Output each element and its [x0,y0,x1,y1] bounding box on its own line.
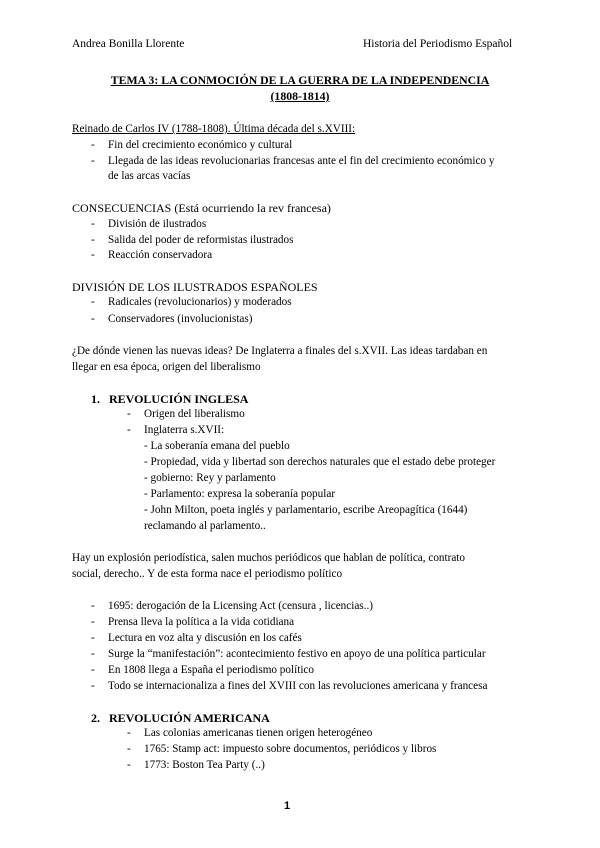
list-dash: - [91,234,95,246]
list-item: Salida del poder de reformistas ilustrados [108,234,294,246]
list-item: Fin del crecimiento económico y cultural [108,139,293,151]
paragraph-line: Hay un explosión periodística, salen muchos periódicos que hablan de política, contrato [72,552,466,564]
list-item: Inglaterra s.XVII: [144,424,225,436]
list-item: En 1808 llega a España el periodismo político [108,664,314,676]
section-number: 2. [91,711,100,725]
list-item: División de ilustrados [108,218,207,230]
list-dash: - [91,648,95,660]
section-heading: REVOLUCIÓN INGLESA [109,392,249,406]
list-item: Radicales (revolucionarios) y moderados [108,296,292,308]
list-item: Origen del liberalismo [144,408,245,420]
header-course: Historia del Periodismo Español [363,38,513,50]
list-dash: - [91,680,95,692]
list-dash: - [127,759,131,771]
list-dash: - [91,139,95,151]
list-item: 1695: derogación de la Licensing Act (censura , licencias..) [108,600,373,612]
list-item: Todo se internacionaliza a fines del XVIII con las revoluciones americana y francesa [108,680,488,692]
sub-item-continuation: reclamando al parlamento.. [144,520,266,532]
list-item: Llegada de las ideas revolucionarias francesas ante el fin del crecimiento económico y [108,155,495,167]
paragraph-line: ¿De dónde vienen las nuevas ideas? De Inglaterra a finales del s.XVII. Las ideas tardaban en [72,345,488,357]
section-number: 1. [91,392,100,406]
header-author: Andrea Bonilla Llorente [72,38,185,50]
list-item-continuation: de las arcas vacías [108,170,191,182]
list-dash: - [127,408,131,420]
list-dash: - [91,249,95,261]
list-dash: - [91,632,95,644]
list-dash: - [91,313,95,325]
page-title-dates: (1808-1814) [270,89,330,103]
list-dash: - [127,743,131,755]
paragraph-line: social, derecho.. Y de esta forma nace el periodismo político [72,568,343,580]
list-item: 1773: Boston Tea Party (..) [144,759,265,771]
list-item: 1765: Stamp act: impuesto sobre documentos, periódicos y libros [144,743,437,755]
list-item: Surge la “manifestación”: acontecimiento festivo en apoyo de una política particular [108,648,486,660]
sub-item: - La soberanía emana del pueblo [144,440,290,452]
sub-item: - gobierno: Rey y parlamento [144,472,276,484]
list-dash: - [91,296,95,308]
list-dash: - [91,155,95,167]
list-item: Lectura en voz alta y discusión en los cafés [108,632,302,644]
list-dash: - [127,424,131,436]
sub-item: - Parlamento: expresa la soberanía popular [144,488,336,500]
list-item: Reacción conservadora [108,249,213,261]
consecuencias-heading: CONSECUENCIAS (Está ocurriendo la rev francesa) [72,201,331,215]
section-heading: REVOLUCIÓN AMERICANA [109,711,270,725]
list-item: Prensa lleva la política a la vida cotidiana [108,616,295,628]
sub-item: - Propiedad, vida y libertad son derechos naturales que el estado debe proteger [144,456,496,468]
page-title: TEMA 3: LA CONMOCIÓN DE LA GUERRA DE LA INDEPENDENCIA [110,73,490,87]
list-dash: - [91,664,95,676]
list-dash: - [91,218,95,230]
sub-item: - John Milton, poeta inglés y parlamentario, escribe Areopagítica (1644) [144,504,468,516]
page-number: 1 [283,800,291,812]
list-dash: - [91,600,95,612]
list-dash: - [127,727,131,739]
paragraph-line: llegar en esa época, origen del liberalismo [72,361,261,373]
division-heading: DIVISIÓN DE LOS ILUSTRADOS ESPAÑOLES [72,280,318,294]
reinado-heading: Reinado de Carlos IV (1788-1808). Última década del s.XVIII: [72,123,356,135]
list-item: Conservadores (involucionistas) [108,313,253,325]
list-item: Las colonias americanas tienen origen heterogéneo [144,727,373,739]
list-dash: - [91,616,95,628]
